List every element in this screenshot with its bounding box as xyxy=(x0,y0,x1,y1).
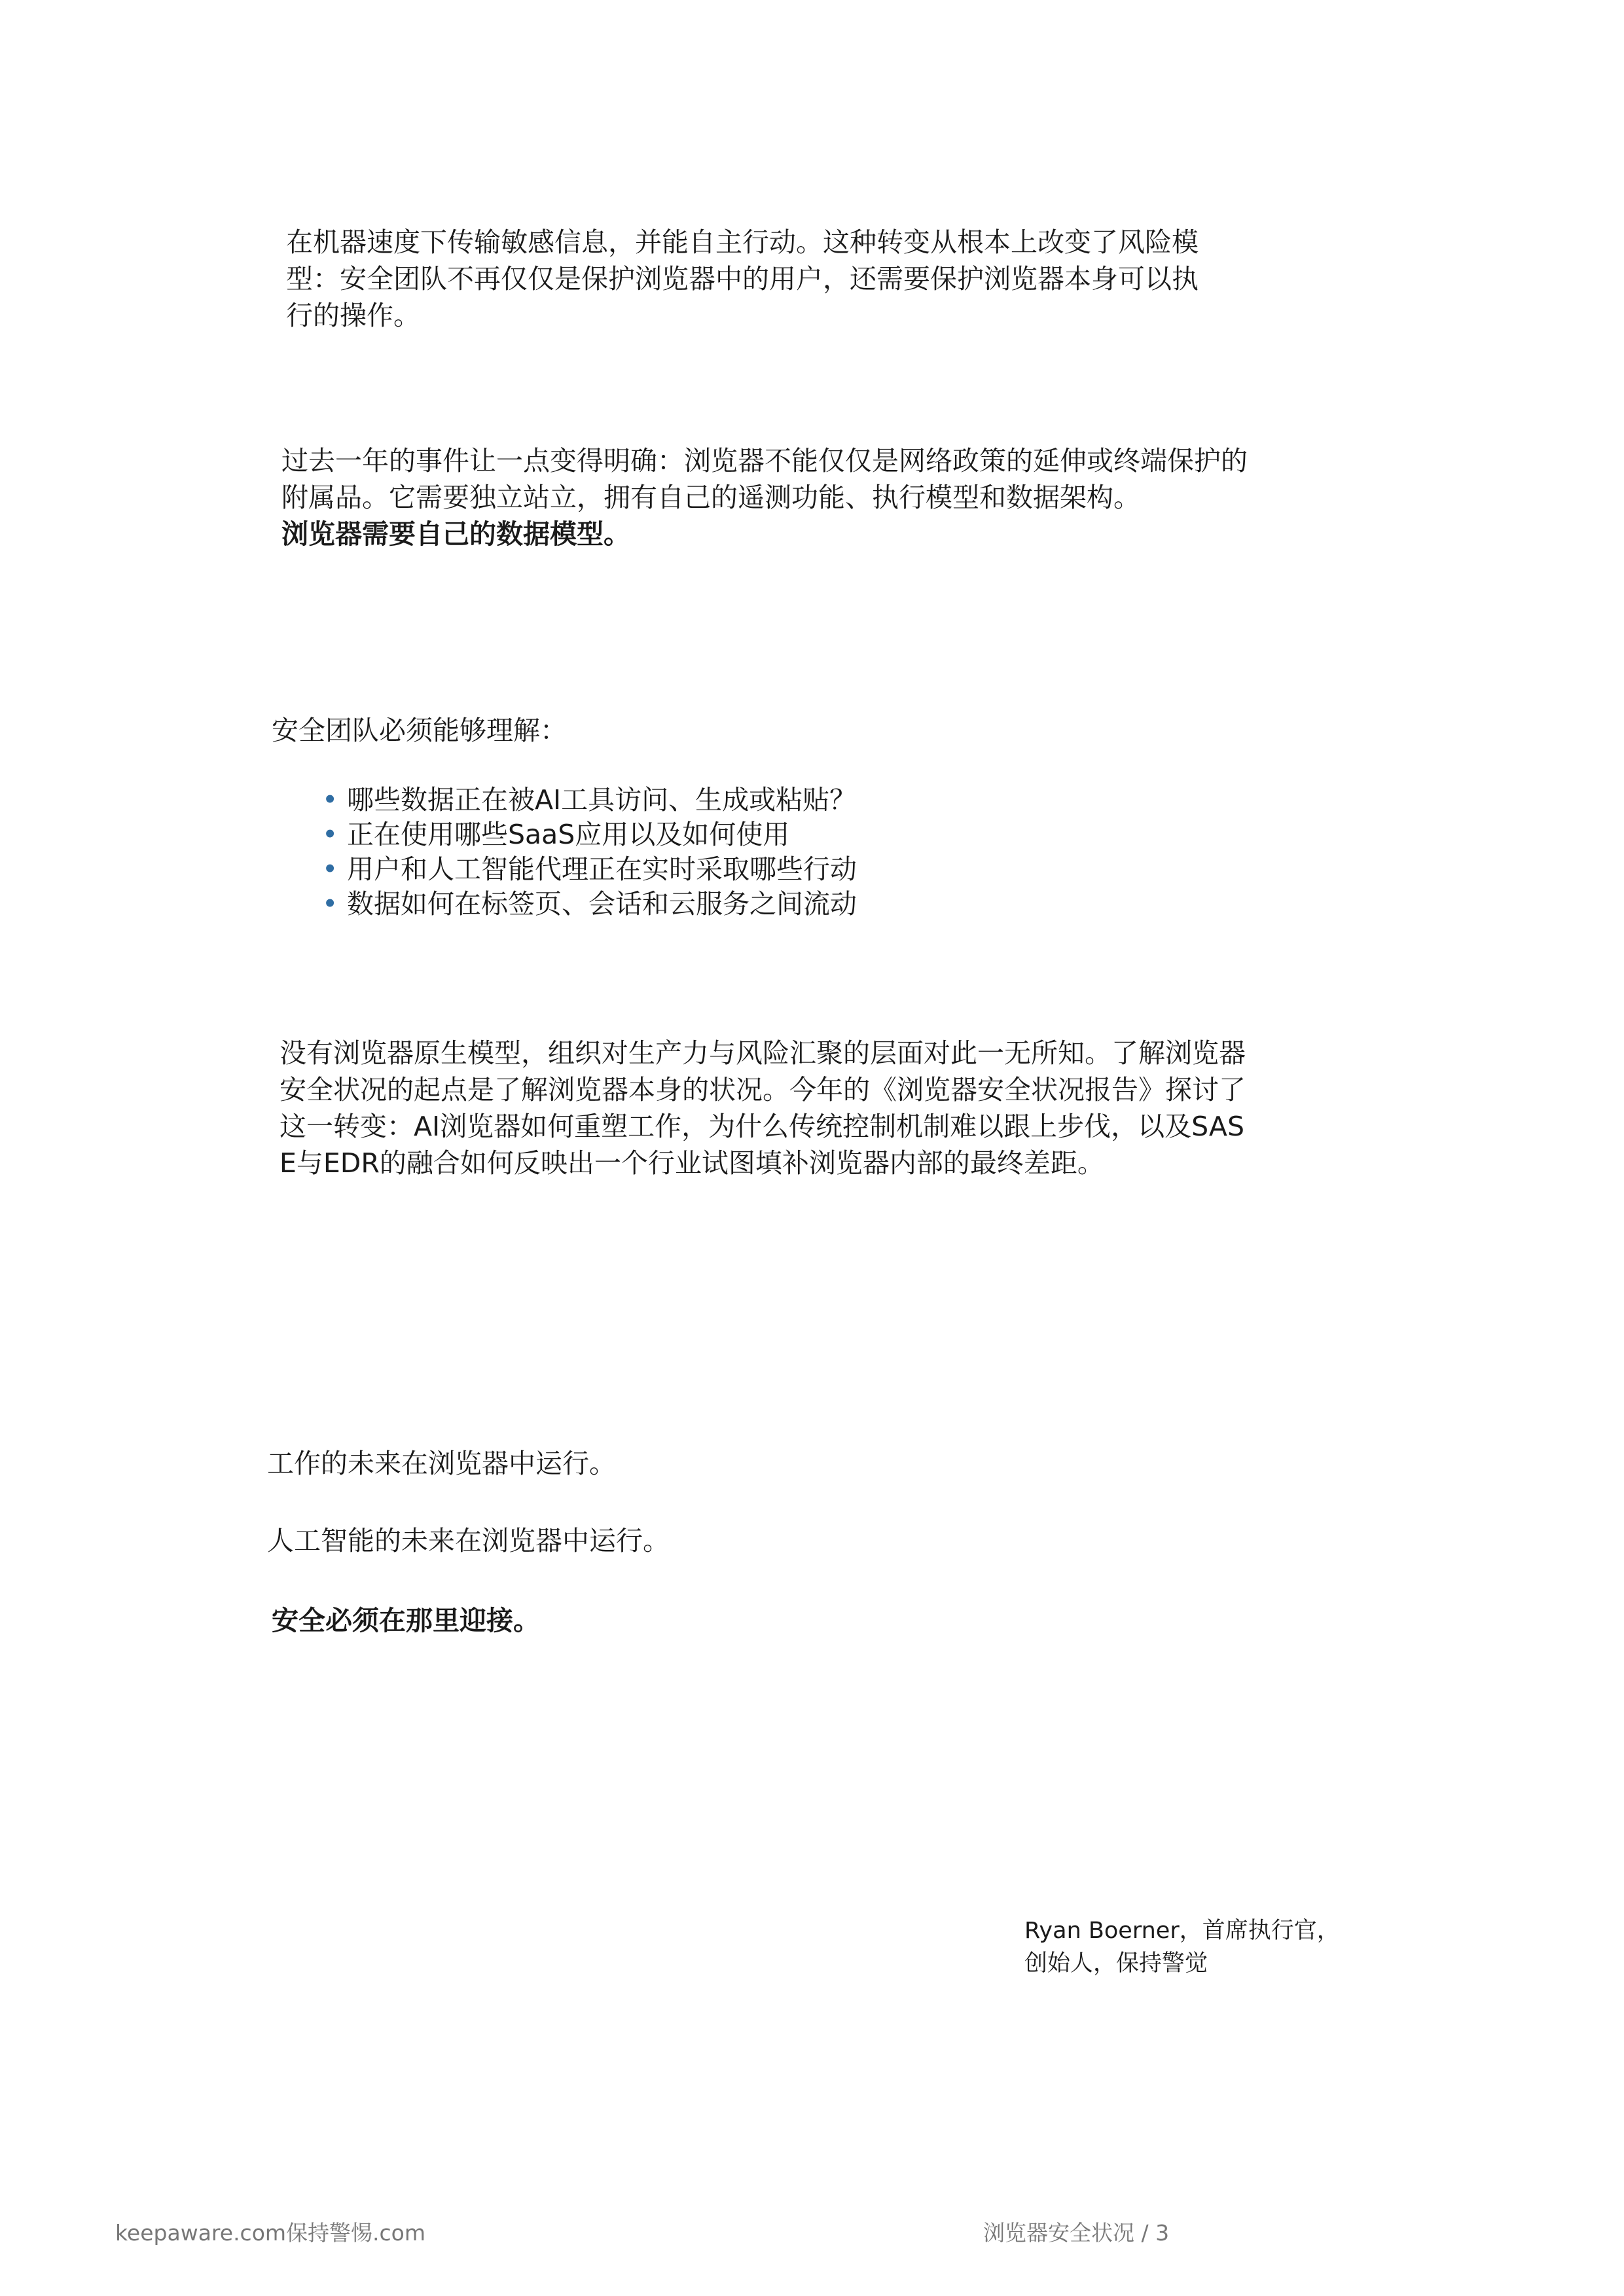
bullet-marker: • xyxy=(322,888,338,920)
bullet-list xyxy=(322,783,857,922)
paragraph-line: 过去一年的事件让一点变得明确：浏览器不能仅仅是网络政策的延伸或终端保护的 xyxy=(281,445,1248,476)
footer-website: keepaware.com保持警惕.com xyxy=(115,2220,426,2246)
paragraph-line: 型：安全团队不再仅仅是保护浏览器中的用户，还需要保护浏览器本身可以执 xyxy=(286,263,1199,295)
paragraph-risk-model xyxy=(286,224,1199,334)
paragraph-line: 这一转变：AI浏览器如何重塑工作，为什么传统控制机制难以跟上步伐，以及SAS xyxy=(280,1111,1244,1142)
signature-name-title: Ryan Boerner，首席执行官， xyxy=(1024,1918,1340,1944)
closing-line-security: 安全必须在那里迎接。 xyxy=(272,1605,540,1636)
list-item xyxy=(322,817,857,852)
bullet-text: 数据如何在标签页、会话和云服务之间流动 xyxy=(347,888,857,920)
paragraph-browser-independence xyxy=(281,442,1248,552)
list-item xyxy=(322,852,857,887)
closing-line-ai: 人工智能的未来在浏览器中运行。 xyxy=(267,1525,670,1556)
paragraph-line: 在机器速度下传输敏感信息，并能自主行动。这种转变从根本上改变了风险模 xyxy=(286,226,1199,258)
list-item xyxy=(322,783,857,817)
bullet-text: 用户和人工智能代理正在实时采取哪些行动 xyxy=(347,853,857,885)
paragraph-report-overview xyxy=(280,1035,1246,1181)
paragraph-line: 附属品。它需要独立站立，拥有自己的遥测功能、执行模型和数据架构。 xyxy=(281,482,1140,513)
paragraph-line: 没有浏览器原生模型，组织对生产力与风险汇聚的层面对此一无所知。了解浏览器 xyxy=(280,1037,1246,1069)
list-item xyxy=(322,887,857,922)
bullet-intro: 安全团队必须能够理解： xyxy=(272,715,567,746)
bullet-marker: • xyxy=(322,853,338,885)
paragraph-line: E与EDR的融合如何反映出一个行业试图填补浏览器内部的最终差距。 xyxy=(280,1147,1104,1179)
paragraph-line: 行的操作。 xyxy=(286,300,420,331)
bullet-text: 哪些数据正在被AI工具访问、生成或粘贴？ xyxy=(347,784,857,816)
signature xyxy=(1024,1914,1340,1980)
footer-page-label: 浏览器安全状况 / 3 xyxy=(983,2220,1170,2246)
bullet-text: 正在使用哪些SaaS应用以及如何使用 xyxy=(347,819,790,850)
bullet-marker: • xyxy=(322,819,338,850)
paragraph-line: 安全状况的起点是了解浏览器本身的状况。今年的《浏览器安全状况报告》探讨了 xyxy=(280,1074,1246,1105)
paragraph-emphasis: 浏览器需要自己的数据模型。 xyxy=(281,518,630,550)
closing-line-work: 工作的未来在浏览器中运行。 xyxy=(267,1448,616,1479)
bullet-marker: • xyxy=(322,784,338,816)
signature-role: 创始人，保持警觉 xyxy=(1024,1950,1208,1977)
